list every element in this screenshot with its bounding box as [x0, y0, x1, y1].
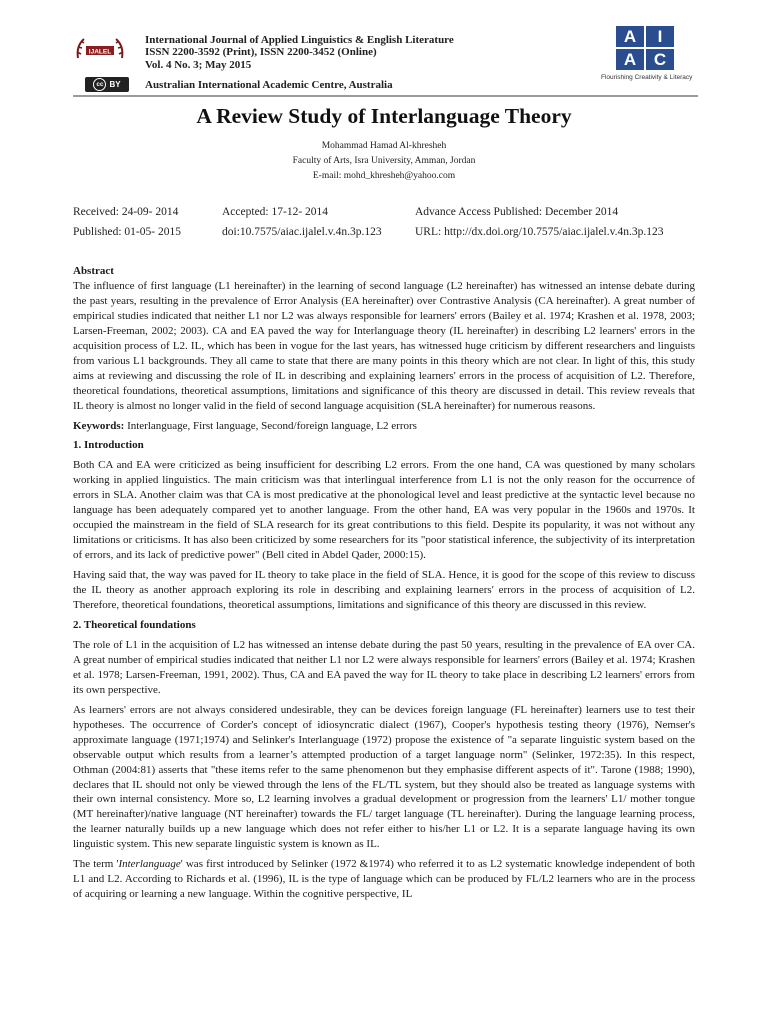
journal-logo-text: IJALEL — [88, 48, 112, 56]
journal-logo — [74, 34, 126, 64]
article-title: A Review Study of Interlanguage Theory — [196, 104, 572, 128]
doi-link[interactable]: doi:10.7575/aiac.ijalel.v.4n.3p.123 — [222, 226, 382, 238]
published-date: Published: 01-05- 2015 — [73, 226, 181, 238]
creative-commons-badge — [85, 77, 129, 92]
journal-volume: Vol. 4 No. 3; May 2015 — [145, 58, 252, 71]
author-name: Mohammad Hamad Al-khresheh — [321, 141, 447, 151]
cc-badge-label: BY — [109, 80, 121, 89]
foundations-paragraph-2: As learners' errors are not always considered undesirable, they can be devices foreign language (FL hereinafter) learners use to test their hypotheses. The occurrence of Corder's concept of idiosyncratic dialect (1967), Cooper's hypothesis testing theory (1976), Nemser's approximate language (1971;1974) and Selinker's Interlanguage (1972) propose the existence of "a separate linguistic system based on the observable output which results from a learner’s attempted production of a target language norm" (Selinker, 1972:35). In this respect, Othman (2004:81) asserts that "these items refer to the same phenomenon but they emphasise different aspects of it". Tarone (1988; 1990), declares that IL should not only be viewed through the lens of the FL/TL system, but they should also be treated as language systems with their own internal consistency. More so, L2 learning involves a gradual development or progression from the learners' L1/ mother tongue (MT hereinafter)/native language (NT hereinafter) towards the FL/ target language (TL hereinafter). During the language learning process, the learner naturally builds up a new language which does not refer either to his/her L1 or L2. It is a separate language having its own linguistic system. This new separate linguistic system is known as IL. — [73, 703, 695, 851]
foundations-paragraph-1: The role of L1 in the acquisition of L2 has witnessed an intense debate during the past 50 years, resulting in the prevalence of EA over CA. A great number of empirical studies indicated that neither L1 nor L2 were always responsible for learners' errors (Bailey et al. 1974; Krashen et al. 1978; Larsen-Freeman, 1991, 2002). Thus, CA and EA paved the way for IL theory to take place in describing L2 learners' errors from its own perspective. — [73, 638, 695, 696]
keywords-label: Keywords: — [73, 419, 125, 432]
accepted-date: Accepted: 17-12- 2014 — [222, 206, 329, 218]
cc-icon: cc — [93, 78, 106, 91]
aiac-logo-letter: C — [646, 49, 674, 70]
abstract-text: The influence of first language (L1 hereinafter) in the learning of second language (L2 hereinafter) has witnessed an intense debate during the past years, resulting in the prevalence of Error Analysis (EA hereinafter) over Contrastive Analysis (CA hereinafter). A great number of empirical studies indicated that neither L1 nor L2 was always responsible for learners' errors (Bailey et al. 1974; Krashen et al. 1978, 2003; Larsen-Freeman, 2002; 2003). CA and EA paved the way for Interlanguage theory (IL hereinafter) in describing L2 learners' errors in the acquisition process of L2. IL, which has been in vogue for the last years, has witnessed huge criticism by different researchers and linguists from various L1 backgrounds. They all came to state that there are many points in this theory which are not clear. In light of this, this study aims at reviewing and discussing the role of IL in describing and explaining learners' errors in the process of acquisition of L2. Therefore, theoretical foundations, theoretical assumptions, limitations and significance of this theory are discussed in detail. This review reveals that IL theory is almost no longer valid in the field of second language acquisition (SLA hereinafter) for numerous reasons. — [73, 279, 695, 412]
journal-name: International Journal of Applied Linguistics & English Literature — [145, 34, 454, 46]
interlanguage-term: Interlanguage — [118, 858, 181, 871]
aiac-tagline: Flourishing Creativity & Literacy — [601, 74, 693, 81]
url-link[interactable]: URL: http://dx.doi.org/10.7575/aiac.ijalel.v.4n.3p.123 — [415, 226, 664, 238]
header-divider — [73, 95, 698, 97]
aiac-logo-letter: A — [616, 49, 644, 70]
foundations-paragraph-3: The term 'Interlanguage' was first introduced by Selinker (1972 &1974) who referred it to as L2 systematic knowledge independent of both L1 and L2. According to Richards et al. (1996), IL is the type of language which can be produced by FL/L2 learners who are in the process of acquiring or learning a new language. Within the cognitive perspective, IL — [73, 858, 695, 901]
aiac-logo-letter: A — [616, 26, 644, 47]
intro-paragraph-1: Both CA and EA were criticized as being insufficient for describing L2 errors. From the one hand, CA was questioned by many scholars working in applied linguistics. The main criticism was that interlingual interference from L1 is not the only reason for the occurrence of errors in SLA. Another claim was that CA is most predicative at the phonological level and least predictive at the syntactic level because no language has been adequately compared yet to another language. From the other hand, EA was very popular in the 1960s and 1970s. It occupied the mainstream in the field of SLA research for its great contributions to this field. Despite its popularity, it was not without any limitations or criticisms. It has also been criticized by some researchers for its "poor statistical inference, the subjectivity of its interpretation of errors, and its lack of predictive power" (Bell cited in Abdel Qader, 2000:15). — [73, 459, 695, 562]
aiac-logo-letter: I — [646, 26, 674, 47]
journal-issn: ISSN 2200-3592 (Print), ISSN 2200-3452 (Online) — [145, 46, 377, 59]
publisher-name: Australian International Academic Centre, Australia — [145, 79, 393, 91]
author-email: E-mail: mohd_khresheh@yahoo.com — [312, 171, 456, 181]
received-date: Received: 24-09- 2014 — [73, 206, 179, 218]
abstract-heading: Abstract — [73, 265, 114, 277]
article-body — [73, 264, 695, 902]
foundations-heading: 2. Theoretical foundations — [73, 618, 196, 631]
intro-heading: 1. Introduction — [73, 439, 144, 452]
aiac-logo — [616, 26, 676, 72]
advance-access-date: Advance Access Published: December 2014 — [415, 206, 619, 218]
keywords — [73, 419, 695, 434]
journal-info — [145, 34, 454, 71]
keywords-text: Interlanguage, First language, Second/foreign language, L2 errors — [124, 419, 417, 432]
author-affiliation: Faculty of Arts, Isra University, Amman, Jordan — [292, 156, 476, 166]
intro-paragraph-2: Having said that, the way was paved for IL theory to take place in the field of SLA. Hence, it is good for the scope of this review to discuss the IL theory as another approach exploring its role in describing and explaining learners' errors in the process of acquisition of L2. Therefore, theoretical foundations, theoretical assumptions, limitations and significance of this theory are discussed in this review. — [73, 569, 695, 612]
